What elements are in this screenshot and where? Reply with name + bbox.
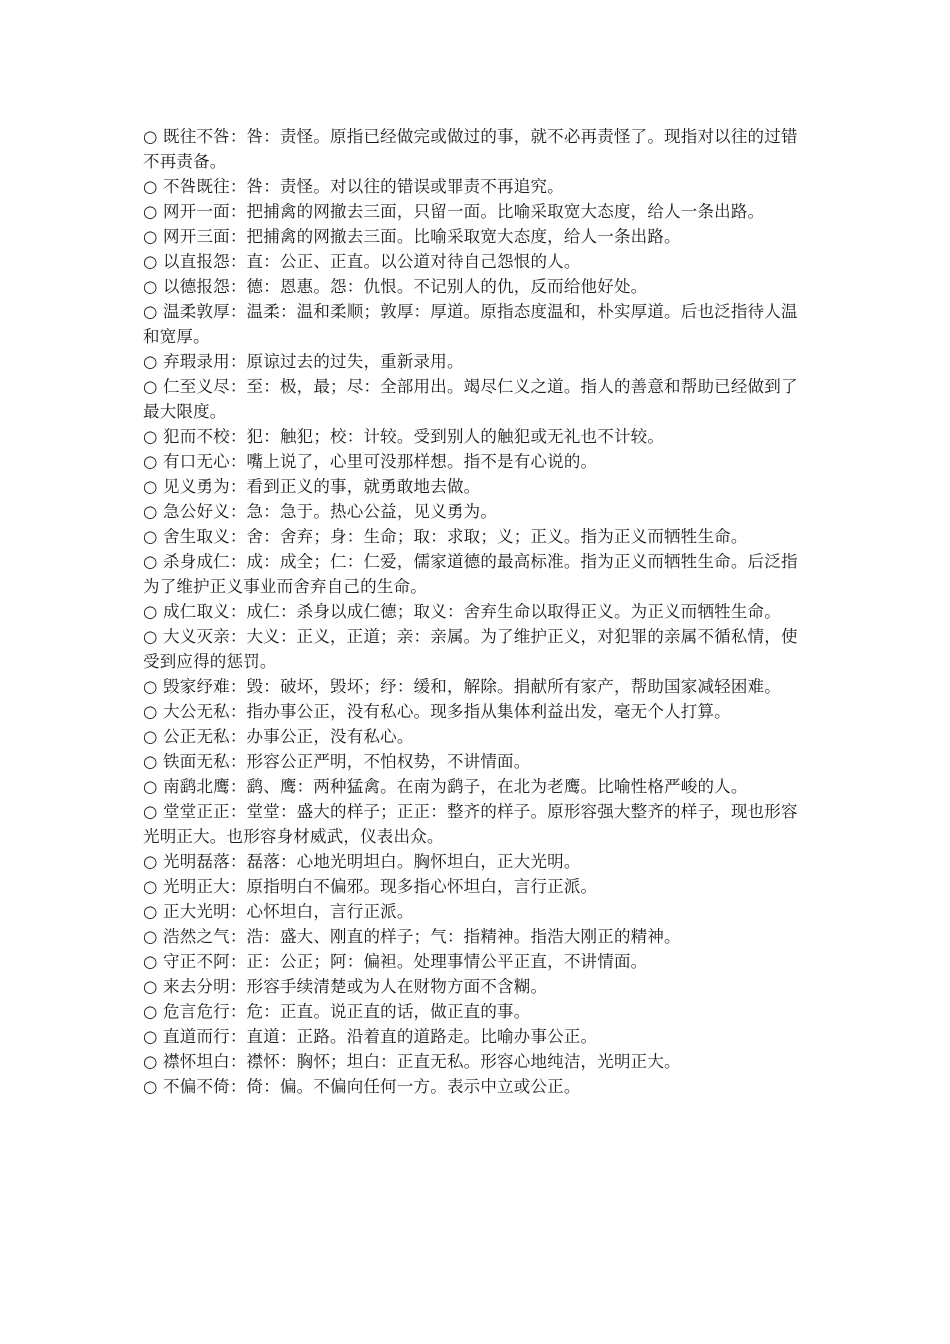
idiom-entry: ○ 以德报怨：德：恩惠。怨：仇恨。不记别人的仇，反而给他好处。 <box>143 277 648 296</box>
idiom-entry: ○ 危言危行：危：正直。说正直的话，做正直的事。 <box>143 1002 531 1021</box>
idiom-entry: ○ 来去分明：形容手续清楚或为人在财物方面不含糊。 <box>143 977 548 996</box>
idiom-entry: ○ 不偏不倚：倚：偏。不偏向任何一方。表示中立或公正。 <box>143 1077 581 1096</box>
idiom-entry: ○ 毁家纾难：毁：破坏，毁坏；纾：缓和，解除。捐献所有家产，帮助国家减轻困难。 <box>143 677 781 696</box>
idiom-entry: ○ 正大光明：心怀坦白，言行正派。 <box>143 902 414 921</box>
idiom-entry: ○ 弃瑕录用：原谅过去的过失，重新录用。 <box>143 352 464 371</box>
idiom-entry: ○ 有口无心：嘴上说了，心里可没那样想。指不是有心说的。 <box>143 452 598 471</box>
idiom-entry: ○ 襟怀坦白：襟怀：胸怀；坦白：正直无私。形容心地纯洁，光明正大。 <box>143 1052 681 1071</box>
idiom-entry: ○ 以直报怨：直：公正、正直。以公道对待自己怨恨的人。 <box>143 252 581 271</box>
idiom-entry: ○ 急公好义：急：急于。热心公益，见义勇为。 <box>143 502 498 521</box>
idiom-list <box>143 124 808 1099</box>
idiom-entry: ○ 犯而不校：犯：触犯；校：计较。受到别人的触犯或无礼也不计较。 <box>143 427 665 446</box>
idiom-entry: ○ 仁至义尽：至：极，最；尽：全部用出。竭尽仁义之道。指人的善意和帮助已经做到了最大限度。 <box>143 377 798 421</box>
idiom-entry: ○ 成仁取义：成仁：杀身以成仁德；取义：舍弃生命以取得正义。为正义而牺牲生命。 <box>143 602 781 621</box>
idiom-entry: ○ 不咎既往：咎：责怪。对以往的错误或罪责不再追究。 <box>143 177 564 196</box>
idiom-entry: ○ 网开一面：把捕禽的网撤去三面，只留一面。比喻采取宽大态度，给人一条出路。 <box>143 202 765 221</box>
idiom-entry: ○ 温柔敦厚：温柔：温和柔顺；敦厚：厚道。原指态度温和，朴实厚道。后也泛指待人温和宽厚。 <box>143 302 798 346</box>
idiom-entry: ○ 浩然之气：浩：盛大、刚直的样子；气：指精神。指浩大刚正的精神。 <box>143 927 681 946</box>
idiom-entry: ○ 见义勇为：看到正义的事，就勇敢地去做。 <box>143 477 481 496</box>
idiom-entry: ○ 既往不咎：咎：责怪。原指已经做完或做过的事，就不必再责怪了。现指对以往的过错不再责备。 <box>143 127 798 171</box>
idiom-entry: ○ 舍生取义：舍：舍弃；身：生命；取：求取；义；正义。指为正义而牺牲生命。 <box>143 527 748 546</box>
idiom-entry: ○ 大公无私：指办事公正，没有私心。现多指从集体利益出发，毫无个人打算。 <box>143 702 731 721</box>
idiom-entry: ○ 守正不阿：正：公正；阿：偏袒。处理事情公平正直，不讲情面。 <box>143 952 648 971</box>
idiom-entry: ○ 南鹞北鹰：鹞、鹰：两种猛禽。在南为鹞子，在北为老鹰。比喻性格严峻的人。 <box>143 777 748 796</box>
idiom-entry: ○ 公正无私：办事公正，没有私心。 <box>143 727 414 746</box>
idiom-entry: ○ 直道而行：直道：正路。沿着直的道路走。比喻办事公正。 <box>143 1027 598 1046</box>
idiom-entry: ○ 光明磊落：磊落：心地光明坦白。胸怀坦白，正大光明。 <box>143 852 581 871</box>
idiom-entry: ○ 光明正大：原指明白不偏邪。现多指心怀坦白，言行正派。 <box>143 877 598 896</box>
idiom-entry: ○ 网开三面：把捕禽的网撤去三面。比喻采取宽大态度，给人一条出路。 <box>143 227 681 246</box>
idiom-entry: ○ 杀身成仁：成：成全；仁：仁爱，儒家道德的最高标准。指为正义而牺牲生命。后泛指为了维护正义事业而舍弃自己的生命。 <box>143 552 798 596</box>
idiom-entry: ○ 堂堂正正：堂堂：盛大的样子；正正：整齐的样子。原形容强大整齐的样子，现也形容光明正大。也形容身材威武，仪表出众。 <box>143 802 798 846</box>
idiom-entry: ○ 铁面无私：形容公正严明，不怕权势，不讲情面。 <box>143 752 531 771</box>
idiom-entry: ○ 大义灭亲：大义：正义，正道；亲：亲属。为了维护正义，对犯罪的亲属不循私情，使受到应得的惩罚。 <box>143 627 798 671</box>
